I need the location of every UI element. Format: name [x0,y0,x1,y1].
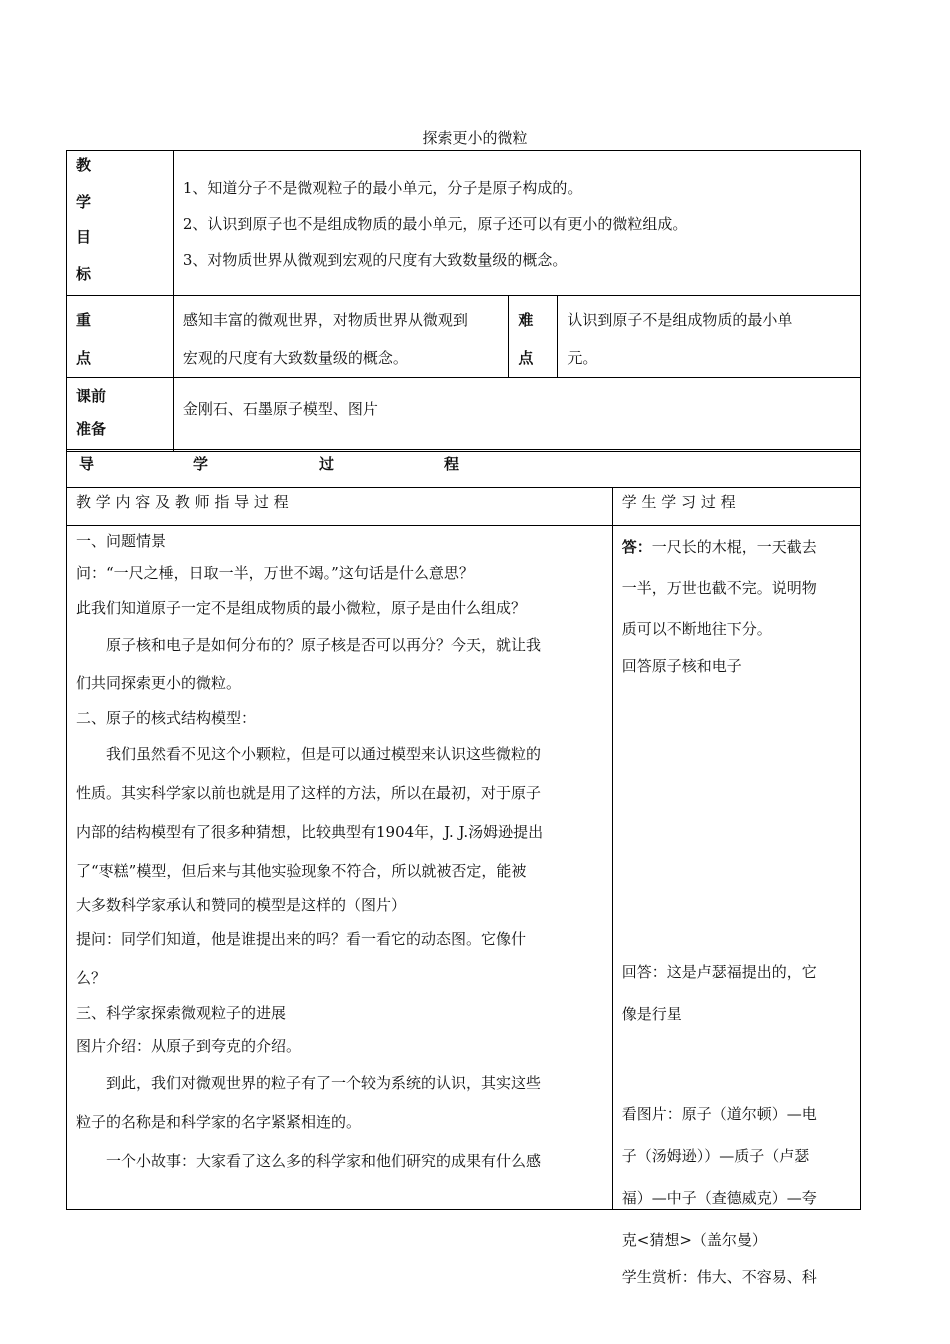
teacher-line: 原子核和电子是如何分布的？原子核是否可以再分？今天，就让我 [76,636,542,654]
teacher-line: 三、科学家探索微观粒子的进展 [76,1004,287,1022]
teacher-column-header [67,488,613,526]
difficulty-label [509,296,558,378]
process-table [66,449,861,1286]
process-header-char: 导 [79,455,95,473]
objectives-label-char: 学 [76,193,92,211]
teacher-line: 提问：同学们知道，他是谁提出来的吗？看一看它的动态图。它像什 [76,930,527,948]
objectives-label-char: 标 [76,265,92,283]
teacher-line: 们共同探索更小的微粒。 [76,674,242,692]
key-points-label-char: 重 [76,311,92,329]
student-picture-line: 看图片：原子（道尔顿）—电 [621,1105,817,1123]
teacher-line: 粒子的名称是和科学家的名字紧紧相连的。 [76,1113,362,1131]
process-header-char: 学 [193,455,209,473]
teacher-line: 此我们知道原子一定不是组成物质的最小微粒，原子是由什么组成？ [76,599,527,617]
lesson-plan-table [66,150,861,452]
student-content [612,526,860,1286]
objective-item: 3、对物质世界从微观到宏观的尺度有大致数量级的概念。 [182,251,568,269]
key-points-label [67,296,174,378]
teacher-content [67,526,613,1210]
teacher-line: 么？ [76,969,107,987]
student-column-header [612,488,860,526]
objectives-content [173,151,860,296]
teacher-line: 我们虽然看不见这个小颗粒，但是可以通过模型来认识这些微粒的 [76,745,542,763]
objectives-label-char: 目 [76,228,92,246]
process-header-char: 程 [444,455,460,473]
difficulty-line: 认识到原子不是组成物质的最小单 [567,311,793,329]
objective-item: 1、知道分子不是微观粒子的最小单元，分子是原子构成的。 [182,179,583,197]
key-points-content [173,296,509,378]
teacher-line: 了“枣糕”模型，但后来与其他实验现象不符合，所以就被否定，能被 [76,862,527,880]
student-picture-line: 子（汤姆逊））—质子（卢瑟 [621,1147,810,1165]
preparation-content [173,378,860,452]
student-reply-line: 像是行星 [621,1005,682,1023]
student-answer-line: 回答原子核和电子 [621,657,742,675]
objectives-label [67,151,174,296]
difficulty-label-char: 难 [518,311,534,329]
teacher-line: 到此，我们对微观世界的粒子有了一个较为系统的认识，其实这些 [76,1074,542,1092]
teacher-line: 问：“一尺之棰，日取一半，万世不竭。”这句话是什么意思？ [76,564,474,582]
student-column-title: 学 生 学 习 过 程 [621,493,736,511]
student-reply-line: 回答：这是卢瑟福提出的，它 [621,963,817,981]
preparation-label [67,378,174,452]
teacher-line: 一、问题情景 [76,532,167,550]
key-points-label-char: 点 [76,349,92,367]
student-picture-line: 福）—中子（查德威克）—夸 [621,1189,817,1207]
page-title: 探索更小的微粒 [422,129,528,147]
objectives-label-char: 教 [76,156,92,174]
difficulty-label-char: 点 [518,349,534,367]
key-points-line: 宏观的尺度有大致数量级的概念。 [182,349,408,367]
teacher-line: 一个小故事：大家看了这么多的科学家和他们研究的成果有什么感 [76,1152,542,1170]
objective-item: 2、认识到原子也不是组成物质的最小单元，原子还可以有更小的微粒组成。 [182,215,688,233]
preparation-text: 金刚石、石墨原子模型、图片 [182,400,378,418]
student-picture-line: 克<猜想>（盖尔曼） [621,1231,767,1249]
teacher-line: 内部的结构模型有了很多种猜想，比较典型有1904年，J. J.汤姆逊提出 [76,823,544,841]
process-header [67,450,861,488]
student-answer-line: 一半，万世也截不完。说明物 [621,579,817,597]
teacher-column-title: 教 学 内 容 及 教 师 指 导 过 程 [76,493,289,511]
teacher-line: 图片介绍：从原子到夸克的介绍。 [76,1037,302,1055]
student-answer-line: 质可以不断地往下分。 [621,620,772,638]
teacher-line: 性质。其实科学家以前也就是用了这样的方法，所以在最初，对于原子 [76,784,542,802]
teacher-line: 大多数科学家承认和赞同的模型是这样的（图片） [76,896,407,914]
process-header-char: 过 [319,455,335,473]
difficulty-line: 元。 [567,349,598,367]
difficulty-content [558,296,861,378]
teacher-line: 二、原子的核式结构模型： [76,709,257,727]
student-answer-line: 一尺长的木棍，一天截去 [651,538,817,556]
student-appreciation-line: 学生赏析：伟大、不容易、科 [621,1268,817,1286]
preparation-label-line: 课前 [76,387,107,405]
preparation-label-line: 准备 [76,420,107,438]
answer-label: 答： [621,538,652,556]
key-points-line: 感知丰富的微观世界，对物质世界从微观到 [182,311,468,329]
